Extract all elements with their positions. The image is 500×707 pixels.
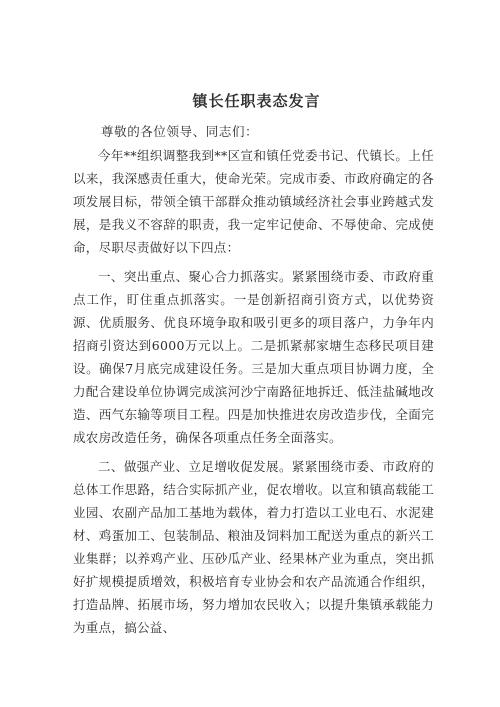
- paragraph-point-one: 一、突出重点、聚心合力抓落实。紧紧围绕市委、市政府重点工作，盯住重点抓落实。一是创新招商引资方式，以优势资源、优质服务、优良环境争取和吸引更多的项目落户，力争年内招商引资达到6000万元以上。二是抓紧郝家塘生态移民项目建设。确保7月底完成建设任务。三是加大重点项目协调力度，全力配合建设单位协调完成滨河沙宁南路征地拆迁、低洼盐碱地改造、西气东输等项目工程。四是加快推进农房改造步伐，全面完成农房改造任务，确保各项重点任务全面落实。: [73, 269, 434, 445]
- paragraph-intro: 今年**组织调整我到**区宣和镇任党委书记、代镇长。上任以来，我深感责任重大，使命光荣。完成市委、市政府确定的各项发展目标，带领全镇干部群众推动镇域经济社会事业跨越式发展，是我义不容辞的职责，我一定牢记使命、不辱使命、完成使命，尽职尽责做好以下四点：: [73, 148, 434, 255]
- document-title: 镇长任职表态发言: [192, 92, 321, 110]
- paragraph-point-two: 二、做强产业、立足增收促发展。紧紧围绕市委、市政府的总体工作思路，结合实际抓产业，促农增收。以宣和镇高载能工业园、农副产品加工基地为载体，着力打造以工业电石、水泥建材、鸡蛋加工、包装制品、粮油及饲料加工配送为重点的新兴工业集群；以养鸡产业、压砂瓜产业、经果林产业为重点，突出抓好扩规模提质增效，积极培育专业协会和农产品流通合作组织，打造品牌、拓展市场，努力增加农民收入；以提升集镇承载能力为重点，搞公益、: [73, 459, 434, 635]
- salutation: 尊敬的各位领导、同志们：: [101, 124, 259, 139]
